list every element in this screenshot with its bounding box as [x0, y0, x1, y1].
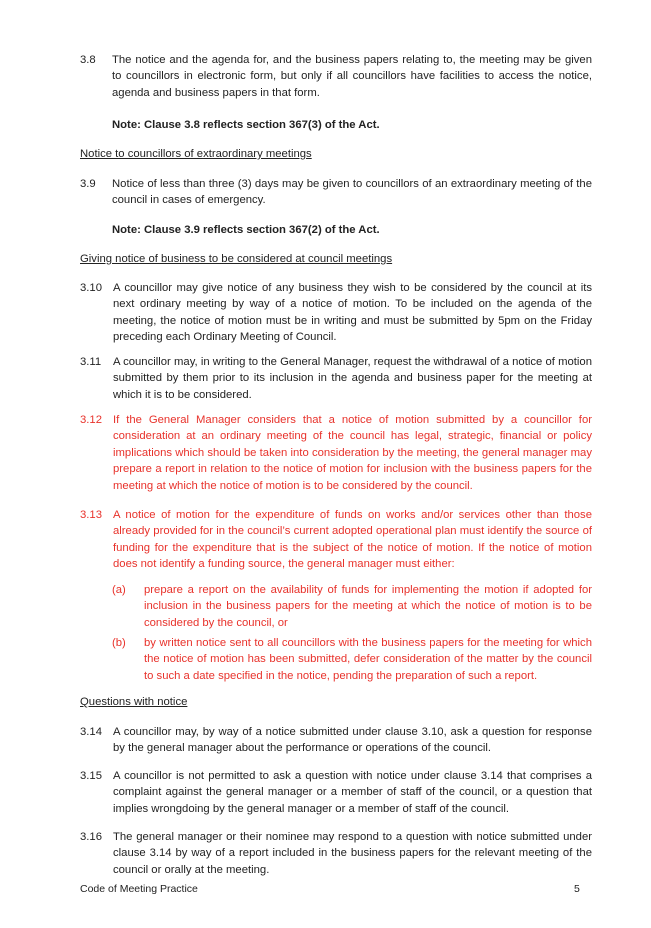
clause-3-10	[80, 280, 592, 346]
clause-3-8	[80, 52, 592, 101]
note-clause-3-8: Note: Clause 3.8 reflects section 367(3) of the Act.	[112, 119, 380, 131]
footer-page-number: 5	[574, 883, 580, 895]
clause-number: 3.10	[80, 282, 102, 294]
clause-number: 3.15	[80, 770, 102, 782]
clause-text: Notice of less than three (3) days may be given to councillors of an extraordinary meeting of the council in cases of emergency.	[112, 178, 592, 207]
clause-text: If the General Manager considers that a notice of motion submitted by a councillor for consideration at an ordinary meeting of the council has legal, strategic, financial or policy implications which should be taken into consideration by the meeting, the general manager may prepare a report in relation to the notice of motion for inclusion with the business papers for the meeting at which the notice of motion is to be considered by the council.	[113, 414, 592, 492]
heading-giving-notice: Giving notice of business to be considered at council meetings	[80, 253, 393, 265]
subclause-text: by written notice sent to all councillors with the business papers for the meeting for which the notice of motion has been submitted, defer consideration of the matter by the council to such a date specified in the notice, pending the preparation of such a report.	[144, 637, 592, 682]
heading-extraordinary-meetings: Notice to councillors of extraordinary meetings	[80, 148, 312, 160]
subclause-label: (b)	[112, 637, 126, 649]
clause-text: A councillor may, by way of a notice submitted under clause 3.10, ask a question for response by the general manager about the performance or operations of the council.	[113, 726, 592, 755]
clause-number: 3.13	[80, 509, 102, 521]
clause-text: A councillor is not permitted to ask a question with notice under clause 3.14 that comprises a complaint against the general manager or a member of staff of the council, or a question that implies wrongdoing by the general manager or a member of staff of the council.	[113, 770, 592, 815]
clause-3-9	[80, 176, 592, 209]
clause-3-13	[80, 507, 592, 573]
clause-number: 3.16	[80, 831, 102, 843]
clause-text: The general manager or their nominee may respond to a question with notice submitted under clause 3.14 by way of a report included in the business papers for the relevant meeting of the council or orally at the meeting.	[113, 831, 592, 876]
subclause-label: (a)	[112, 584, 126, 596]
footer-document-title: Code of Meeting Practice	[80, 883, 198, 895]
clause-3-13-a	[112, 582, 592, 631]
clause-number: 3.9	[80, 178, 96, 190]
note-clause-3-9: Note: Clause 3.9 reflects section 367(2) of the Act.	[112, 224, 380, 236]
clause-3-11	[80, 354, 592, 403]
clause-text: A councillor may give notice of any business they wish to be considered by the council at its next ordinary meeting by way of a notice of motion. To be included on the agenda of the meeting, the notice of motion must be in writing and must be submitted by 5pm on the Friday preceding each Ordinary Meeting of Council.	[113, 282, 592, 344]
clause-3-16	[80, 829, 592, 878]
clause-3-13-b	[112, 635, 592, 684]
clause-number: 3.12	[80, 414, 102, 426]
clause-text: The notice and the agenda for, and the business papers relating to, the meeting may be given to councillors in electronic form, but only if all councillors have facilities to access the notice, agenda and business papers in that form.	[112, 54, 592, 99]
clause-3-12	[80, 412, 592, 494]
subclause-text: prepare a report on the availability of funds for implementing the motion if adopted for inclusion in the business papers for the meeting at which the notice of motion is to be considered by the council, or	[144, 584, 592, 629]
heading-questions-with-notice: Questions with notice	[80, 696, 188, 708]
clause-number: 3.8	[80, 54, 96, 66]
clause-number: 3.14	[80, 726, 102, 738]
clause-3-14	[80, 724, 592, 757]
clause-3-15	[80, 768, 592, 817]
clause-text: A notice of motion for the expenditure of funds on works and/or services other than those already provided for in the council’s current adopted operational plan must identify the source of funding for the expenditure that is the subject of the notice of motion. If the notice of motion does not identify a funding source, the general manager must either:	[113, 509, 592, 571]
clause-number: 3.11	[80, 356, 102, 368]
clause-text: A councillor may, in writing to the General Manager, request the withdrawal of a notice of motion submitted by them prior to its inclusion in the agenda and business paper for the meeting at which it is to be considered.	[113, 356, 592, 401]
